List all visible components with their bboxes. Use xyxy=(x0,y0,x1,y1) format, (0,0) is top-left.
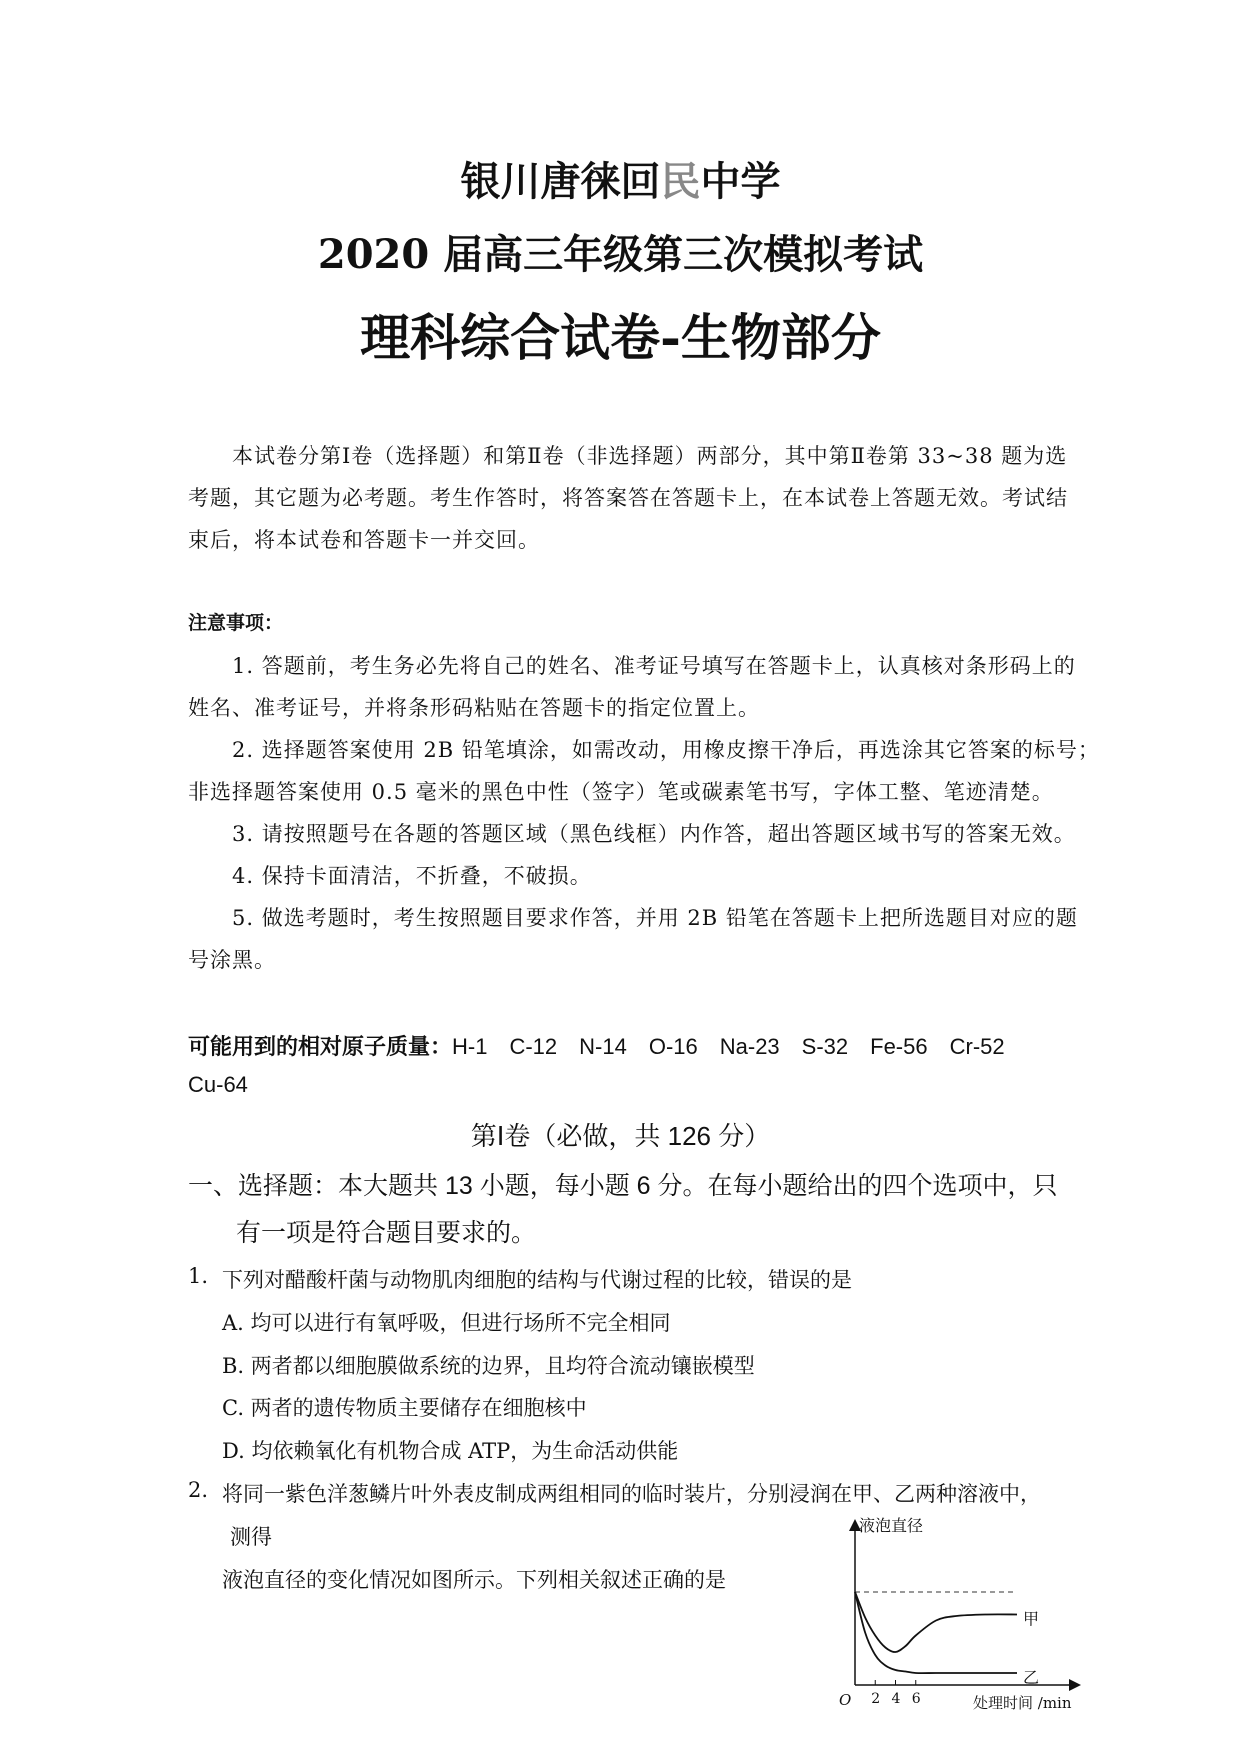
section-instruction-line-1: 一、选择题：本大题共 13 小题，每小题 6 分。在每小题给出的四个选项中，只 xyxy=(188,1172,1058,1200)
notice-line-6: 4. 保持卡面清洁，不折叠，不破损。 xyxy=(232,864,592,888)
part1-title: 第Ⅰ卷（必做，共 126 分） xyxy=(470,1121,771,1151)
series-label-jia: 甲 xyxy=(1023,1609,1040,1629)
origin-label: O xyxy=(839,1691,852,1709)
school-name-part-c: 中学 xyxy=(700,158,781,205)
notice-line-7: 5. 做选考题时，考生按照题目要求作答，并用 2B 铅笔在答题卡上把所选题目对应的题 xyxy=(232,906,1078,930)
notice-line-5: 3. 请按照题号在各题的答题区域（黑色线框）内作答，超出答题区域书写的答案无效。 xyxy=(232,822,1076,846)
q2-stem-1: 将同一紫色洋葱鳞片叶外表皮制成两组相同的临时装片，分别浸润在甲、乙两种溶液中， xyxy=(222,1482,1041,1506)
q1-number: 1. xyxy=(188,1264,209,1288)
school-name-part-a: 银川唐徕回 xyxy=(460,158,661,205)
notice-line-4: 非选择题答案使用 0.5 毫米的黑色中性（签字）笔或碳素笔书写，字体工整、笔迹清楚。 xyxy=(188,780,1054,804)
x-tick-label: 4 xyxy=(891,1691,901,1707)
q1-option-b: B. 两者都以细胞膜做系统的边界，且均符合流动镶嵌模型 xyxy=(222,1354,755,1378)
q2-stem-2: 测得 xyxy=(230,1525,272,1549)
atomic-mass-label: 可能用到的相对原子质量： xyxy=(188,1034,453,1059)
atomic-mass-values: H-1 C-12 N-14 O-16 Na-23 S-32 Fe-56 Cr-52 xyxy=(452,1034,1005,1059)
notice-line-8: 号涂黑。 xyxy=(188,948,276,972)
intro-line-1: 本试卷分第Ⅰ卷（选择题）和第Ⅱ卷（非选择题）两部分，其中第Ⅱ卷第 33~38 题为选 xyxy=(232,444,1068,468)
series-line-yi xyxy=(855,1592,1017,1673)
q2-stem-3: 液泡直径的变化情况如图所示。下列相关叙述正确的是 xyxy=(222,1568,726,1592)
notice-heading: 注意事项： xyxy=(188,613,284,634)
x-axis-label: 处理时间 /min xyxy=(973,1694,1072,1712)
vacuole-diameter-chart xyxy=(835,1515,1095,1715)
exam-title: 2020 届高三年级第三次模拟考试 xyxy=(317,231,924,278)
school-name-part-b: 民 xyxy=(660,158,701,205)
x-tick-label: 6 xyxy=(911,1691,921,1707)
q1-stem: 下列对醋酸杆菌与动物肌肉细胞的结构与代谢过程的比较，错误的是 xyxy=(222,1268,852,1292)
q1-option-d: D. 均依赖氧化有机物合成 ATP，为生命活动供能 xyxy=(222,1439,679,1463)
intro-line-3: 束后，将本试卷和答题卡一并交回。 xyxy=(188,528,540,552)
subject-title: 理科综合试卷-生物部分 xyxy=(360,308,881,367)
school-name xyxy=(0,150,1241,207)
series-label-yi: 乙 xyxy=(1023,1668,1040,1687)
y-axis-label: 液泡直径 xyxy=(859,1516,924,1535)
section-instruction-line-2: 有一项是符合题目要求的。 xyxy=(236,1219,537,1247)
series-line-jia xyxy=(855,1592,1017,1652)
x-tick-label: 2 xyxy=(871,1691,881,1707)
q1-option-a: A. 均可以进行有氧呼吸，但进行场所不完全相同 xyxy=(222,1311,671,1335)
intro-line-2: 考题，其它题为必考题。考生作答时，将答案答在答题卡上，在本试卷上答题无效。考试结 xyxy=(188,486,1068,510)
notice-line-1: 1. 答题前，考生务必先将自己的姓名、准考证号填写在答题卡上，认真核对条形码上的 xyxy=(232,654,1076,678)
atomic-mass-line xyxy=(188,1030,1005,1061)
notice-line-3: 2. 选择题答案使用 2B 铅笔填涂，如需改动，用橡皮擦干净后，再选涂其它答案的标号； xyxy=(232,738,1100,762)
q1-option-c: C. 两者的遗传物质主要储存在细胞核中 xyxy=(222,1396,587,1420)
atomic-mass-values-2: Cu-64 xyxy=(188,1072,248,1097)
notice-line-2: 姓名、准考证号，并将条形码粘贴在答题卡的指定位置上。 xyxy=(188,696,760,720)
q2-number: 2. xyxy=(188,1478,209,1502)
